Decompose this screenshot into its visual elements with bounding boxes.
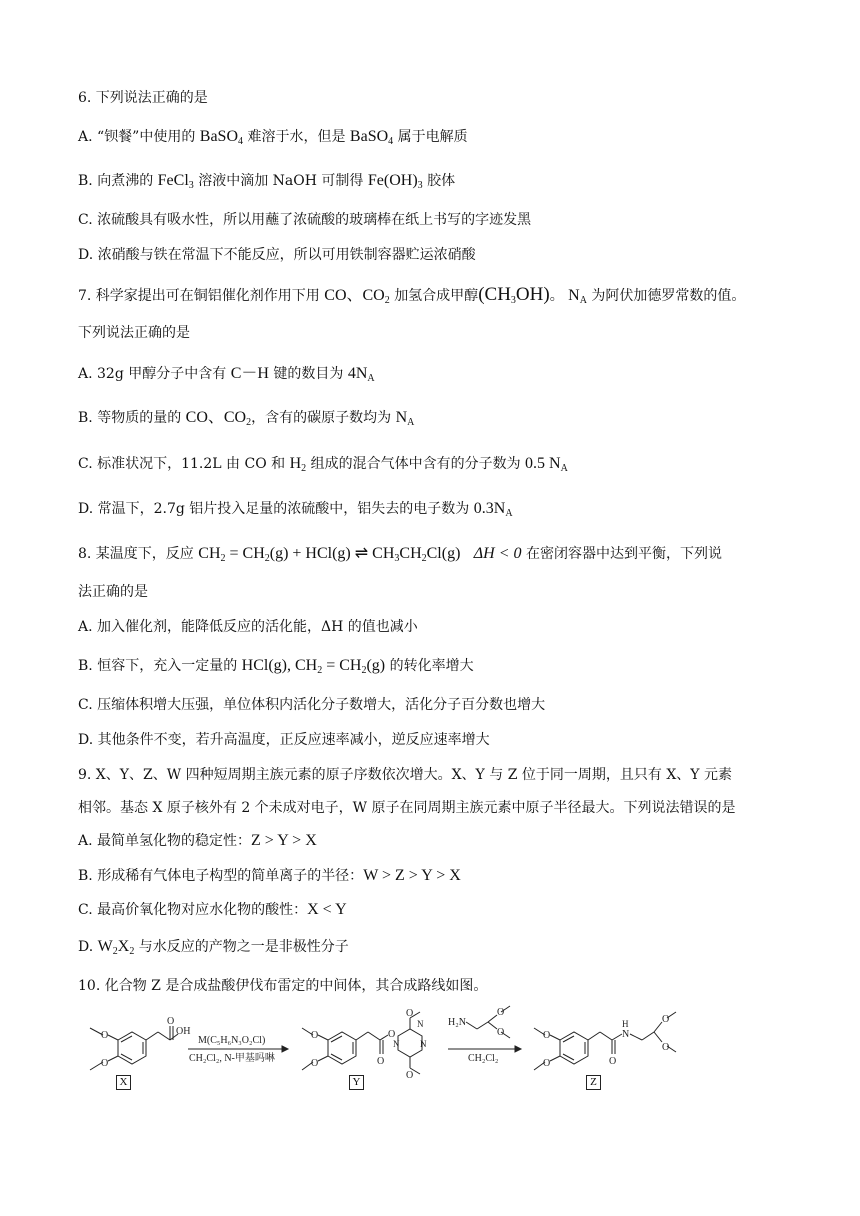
svg-text:O: O <box>311 1058 319 1069</box>
svg-text:CH₂Cl₂: CH₂Cl₂ <box>468 1053 499 1064</box>
svg-text:N: N <box>420 1039 427 1049</box>
q9-stem: 9. X、Y、Z、W 四种短周期主族元素的原子序数依次增大。X、Y 与 Z 位于同一周期，且只有 X、Y 元素 <box>78 767 732 783</box>
compound-y-structure <box>302 1008 427 1081</box>
q8-stem-cont: 法正确的是 <box>78 584 148 600</box>
q6-a-text3: 属于电解质 <box>397 129 468 145</box>
reaction-arrow-1 <box>188 1035 288 1064</box>
svg-text:O: O <box>543 1030 551 1041</box>
svg-text:O: O <box>388 1029 396 1040</box>
svg-text:H: H <box>622 1019 629 1029</box>
svg-text:N: N <box>393 1039 400 1049</box>
q9-option-c[interactable]: C. 最高价氧化物对应水化物的酸性：X < Y <box>78 901 347 918</box>
q6-a-formula1: BaSO$_4$ <box>199 128 244 147</box>
svg-text:CH₂Cl₂, N-甲基吗啉: CH₂Cl₂, N-甲基吗啉 <box>189 1053 275 1064</box>
svg-text:O: O <box>377 1056 385 1067</box>
svg-text:O: O <box>101 1030 109 1041</box>
svg-text:N: N <box>622 1029 630 1040</box>
svg-text:O: O <box>662 1014 670 1025</box>
compound-x-structure <box>90 1016 190 1070</box>
q6-a-text1: A. “钡餐”中使用的 <box>78 129 196 145</box>
svg-text:O: O <box>311 1030 319 1041</box>
q9-option-a[interactable]: A. 最简单氢化物的稳定性：Z > Y > X <box>78 832 317 849</box>
svg-text:O: O <box>543 1058 551 1069</box>
q8-option-b[interactable]: B. 恒容下，充入一定量的 HCl(g), $CH_2 = CH_2(g)$ 的转化率增大 <box>78 657 474 676</box>
compound-z-label: Z <box>586 1075 601 1090</box>
q7-option-a[interactable]: A. 32g 甲醇分子中含有 C－H 键的数目为 $4N_A$ <box>78 365 375 384</box>
svg-text:H₂N: H₂N <box>448 1017 466 1028</box>
svg-text:O: O <box>167 1016 175 1027</box>
svg-text:O: O <box>497 1027 505 1038</box>
reaction-arrow-2 <box>448 1006 521 1064</box>
q6-a-text2: 难溶于水，但是 <box>247 129 346 145</box>
compound-z-structure <box>534 1012 676 1070</box>
q8-equation: $CH_2 = CH_2(g) + HCl(g)$ ⇌ $CH_3CH_2Cl(g)$ <box>198 545 461 564</box>
svg-text:O: O <box>406 1070 414 1081</box>
svg-text:O: O <box>101 1058 109 1069</box>
svg-text:O: O <box>497 1007 505 1018</box>
q6-option-c[interactable]: C. 浓硫酸具有吸水性，所以用蘸了浓硫酸的玻璃棒在纸上书写的字迹发黑 <box>78 212 532 228</box>
q8-option-a[interactable]: A. 加入催化剂，能降低反应的活化能，ΔH 的值也减小 <box>78 619 418 635</box>
q8-stem: 8. 某温度下，反应 $CH_2 = CH_2(g) + HCl(g)$ ⇌ $CH_3CH_2Cl(g)$ ΔH < 0 在密闭容器中达到平衡，下列说 <box>78 545 722 564</box>
q7-option-c[interactable]: C. 标准状况下，11.2L 由 CO 和 $H_2$ 组成的混合气体中含有的分子数为 0.5 $N_A$ <box>78 455 568 474</box>
q10-stem: 10. 化合物 Z 是合成盐酸伊伐布雷定的中间体，其合成路线如图。 <box>78 978 488 994</box>
synthesis-scheme <box>70 1002 790 1097</box>
q6-option-a[interactable] <box>78 127 468 147</box>
compound-x-label: X <box>116 1075 131 1090</box>
q6-b-formula2: $Fe(OH)_3$ <box>367 172 423 191</box>
q7-stem: 7. 科学家提出可在铜铝催化剂作用下用 CO、$CO_2$ 加氢合成甲醇$(CH_3OH)$。 $N_A$ 为阿伏加德罗常数的值。 <box>78 284 746 306</box>
svg-text:N: N <box>417 1019 424 1029</box>
q7-option-d[interactable]: D. 常温下，2.7g 铝片投入足量的浓硫酸中，铝失去的电子数为 $0.3N_A$ <box>78 500 513 519</box>
svg-text:OH: OH <box>176 1026 191 1037</box>
q6-stem: 6. 下列说法正确的是 <box>78 90 208 106</box>
q6-option-b[interactable] <box>78 171 455 191</box>
svg-text:O: O <box>609 1056 617 1067</box>
compound-y-label: Y <box>349 1075 364 1090</box>
q6-b-text2: 溶液中滴加 NaOH 可制得 <box>198 173 364 189</box>
svg-text:O: O <box>662 1042 670 1053</box>
q9-stem-cont: 相邻。基态 X 原子核外有 2 个未成对电子，W 原子在同周期主族元素中原子半径最大。下列说法错误的是 <box>78 800 736 816</box>
q6-b-formula1: FeCl$_3$ <box>157 172 194 191</box>
q9-option-d[interactable]: D. $W_2X_2$ 与水反应的产物之一是非极性分子 <box>78 938 349 957</box>
q6-a-formula2: BaSO$_4$ <box>349 128 394 147</box>
q6-option-d[interactable]: D. 浓硝酸与铁在常温下不能反应，所以可用铁制容器贮运浓硝酸 <box>78 247 476 263</box>
q7-stem-cont: 下列说法正确的是 <box>78 325 190 341</box>
q9-option-b[interactable]: B. 形成稀有气体电子构型的简单离子的半径：W > Z > Y > X <box>78 867 461 884</box>
q8-option-c[interactable]: C. 压缩体积增大压强，单位体积内活化分子数增大，活化分子百分数也增大 <box>78 697 546 713</box>
q8-option-d[interactable]: D. 其他条件不变，若升高温度，正反应速率减小，逆反应速率增大 <box>78 732 490 748</box>
q6-b-text1: B. 向煮沸的 <box>78 173 154 189</box>
svg-text:M(C₅H₆N₃O₂Cl): M(C₅H₆N₃O₂Cl) <box>198 1035 266 1046</box>
q7-option-b[interactable]: B. 等物质的量的 CO、$CO_2$，含有的碳原子数均为 $N_A$ <box>78 409 415 428</box>
svg-text:O: O <box>406 1008 414 1019</box>
q6-b-text3: 胶体 <box>427 173 456 189</box>
